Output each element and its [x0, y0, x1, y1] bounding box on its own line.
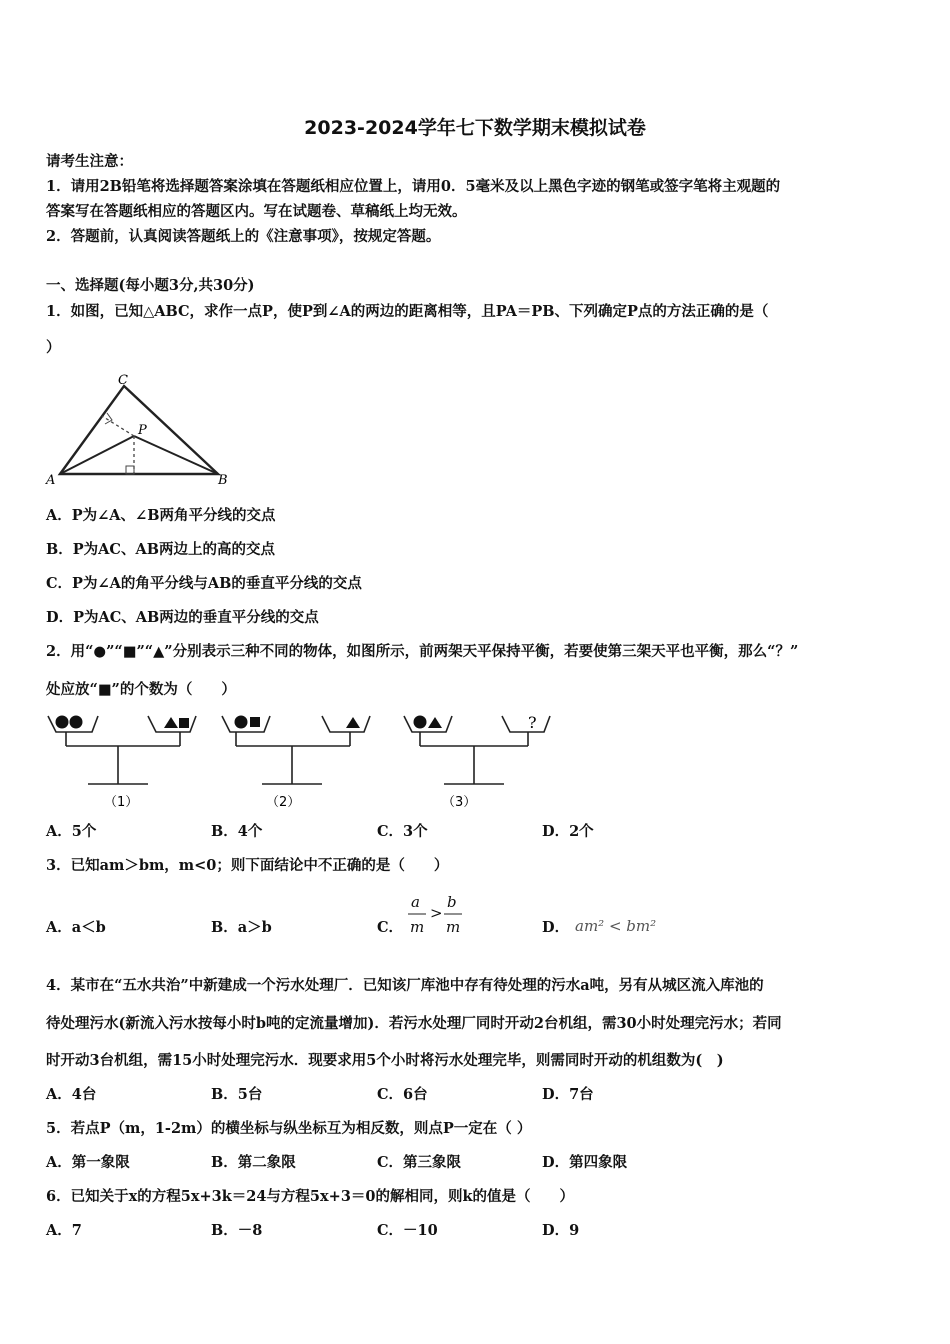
q5-option-a[interactable]: A．第一象限 — [46, 1154, 130, 1171]
frac-b-bar — [444, 913, 464, 915]
q2-option-d[interactable]: D．2个 — [542, 823, 594, 840]
q4-line-1: 4．某市在“五水共治”中新建成一个污水处理厂．已知该厂库池中存有待处理的污水a吨，另有从城区流入库池的 — [46, 977, 764, 994]
q3-option-d-expression: am² < bm² — [575, 917, 657, 935]
q1-stem: 1．如图，已知△ABC，求作一点P，使P到∠A的两边的距离相等，且PA＝PB、下列确定P点的方法正确的是（ — [46, 303, 769, 320]
balance-3 — [404, 713, 550, 810]
q3-stem: 3．已知am＞bm，m<0；则下面结论中不正确的是（ ） — [46, 857, 449, 874]
q4-option-d[interactable]: D．7台 — [542, 1086, 594, 1103]
q3-option-b[interactable]: B．a＞b — [211, 919, 272, 936]
q6-option-b[interactable]: B．－8 — [211, 1222, 263, 1239]
q3-option-c[interactable]: C． — [377, 919, 404, 936]
q1-triangle-figure — [40, 370, 240, 490]
q5-stem: 5．若点P（m，1-2m）的横坐标与纵坐标互为相反数，则点P一定在（ ） — [46, 1120, 532, 1137]
balance-3-label: （3） — [442, 795, 477, 810]
vertex-a-label: A — [46, 473, 56, 488]
vertex-b-label: B — [218, 473, 228, 488]
q4-line-3: 时开动3台机组，需15小时处理完污水．现要求用5个小时将污水处理完毕，则需同时开动的机组数为( ) — [46, 1052, 724, 1069]
q2-stem-end: 处应放“■”的个数为（ ） — [46, 681, 236, 698]
q1-option-d[interactable]: D．P为AC、AB两边的垂直平分线的交点 — [46, 609, 319, 626]
q4-option-b[interactable]: B．5台 — [211, 1086, 263, 1103]
balance-2-label: （2） — [266, 795, 301, 810]
point-p-label: P — [138, 423, 147, 438]
notice-heading: 请考生注意： — [46, 153, 133, 170]
q6-option-d[interactable]: D．9 — [542, 1222, 580, 1239]
frac-gt: > — [430, 904, 443, 922]
q5-option-d[interactable]: D．第四象限 — [542, 1154, 628, 1171]
frac-b-numerator: b — [447, 893, 457, 911]
q4-option-a[interactable]: A．4台 — [46, 1086, 97, 1103]
balance-1-label: （1） — [104, 795, 139, 810]
q4-line-2: 待处理污水(新流入污水按每小时b吨的定流量增加)．若污水处理厂同时开动2台机组，需30小时处理完污水；若同 — [46, 1015, 782, 1032]
frac-a-bar — [408, 913, 428, 915]
balance-2 — [222, 716, 370, 811]
frac-a-numerator: a — [411, 893, 420, 911]
q1-stem-end: ） — [46, 339, 61, 356]
q2-stem: 2．用“●”“■”“▲”分别表示三种不同的物体，如图所示，前两架天平保持平衡，若要使第三架天平也平衡，那么“？” — [46, 643, 799, 660]
q2-balance-figure — [40, 708, 570, 818]
q6-option-a[interactable]: A．7 — [46, 1222, 82, 1239]
q1-option-c[interactable]: C．P为∠A的角平分线与AB的垂直平分线的交点 — [46, 575, 362, 592]
notice-line-1a: 1．请用2B铅笔将选择题答案涂填在答题纸相应位置上，请用0．5毫米及以上黑色字迹的钢笔或签字笔将主观题的 — [46, 178, 781, 195]
balance-1 — [48, 716, 196, 811]
q3-option-a[interactable]: A．a＜b — [46, 919, 106, 936]
frac-b-denominator: m — [446, 918, 461, 936]
q6-option-c[interactable]: C．－10 — [377, 1222, 438, 1239]
q2-option-a[interactable]: A．5个 — [46, 823, 97, 840]
q1-option-a[interactable]: A．P为∠A、∠B两角平分线的交点 — [46, 507, 276, 524]
vertex-c-label: C — [118, 373, 128, 388]
page-title: 2023-2024学年七下数学期末模拟试卷 — [304, 117, 646, 139]
q3-option-d[interactable]: D． — [542, 919, 570, 936]
notice-line-1b: 答案写在答题纸相应的答题区内。写在试题卷、草稿纸上均无效。 — [46, 203, 467, 220]
q5-option-c[interactable]: C．第三象限 — [377, 1154, 462, 1171]
section-heading: 一、选择题(每小题3分,共30分) — [46, 277, 255, 294]
q1-option-b[interactable]: B．P为AC、AB两边上的高的交点 — [46, 541, 275, 558]
notice-line-2: 2．答题前，认真阅读答题纸上的《注意事项》，按规定答题。 — [46, 228, 441, 245]
question-mark: ? — [528, 713, 537, 732]
q2-option-b[interactable]: B．4个 — [211, 823, 263, 840]
frac-a-denominator: m — [410, 918, 425, 936]
q6-stem: 6．已知关于x的方程5x+3k＝24与方程5x+3＝0的解相同，则k的值是（ ） — [46, 1188, 575, 1205]
q2-option-c[interactable]: C．3个 — [377, 823, 428, 840]
q5-option-b[interactable]: B．第二象限 — [211, 1154, 296, 1171]
q4-option-c[interactable]: C．6台 — [377, 1086, 428, 1103]
